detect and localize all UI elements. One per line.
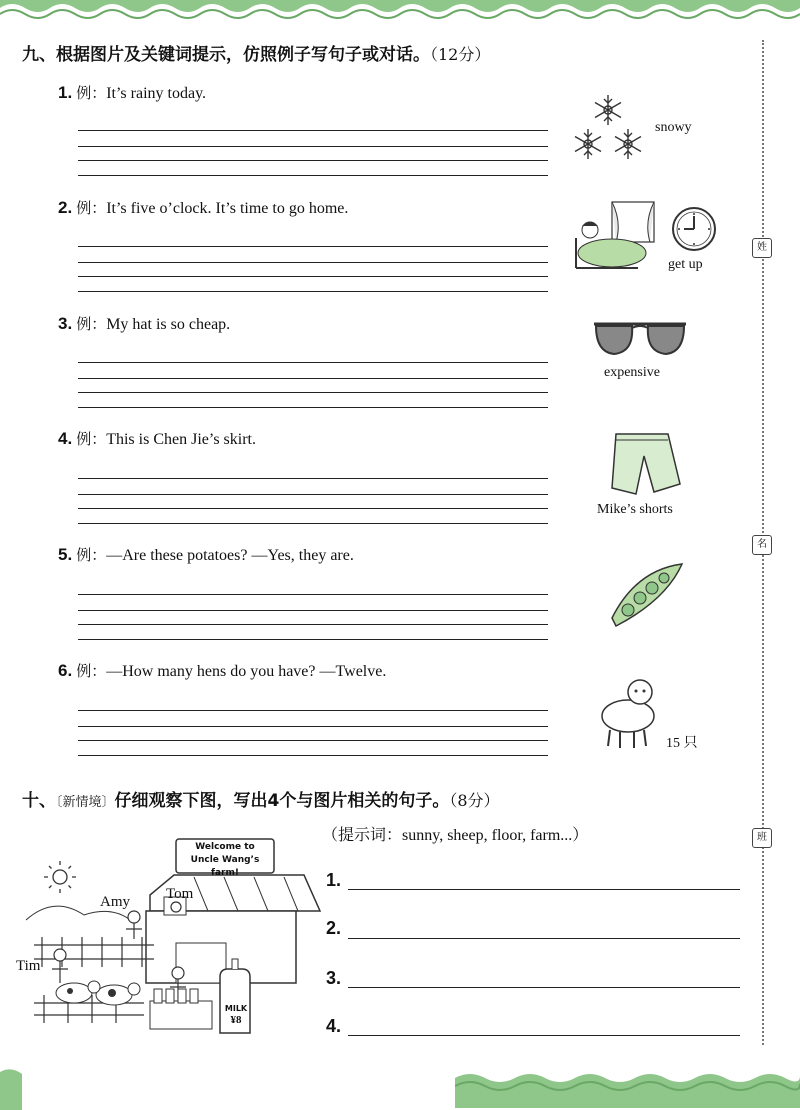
margin-label-name: 姓 xyxy=(752,238,772,258)
answer-line[interactable] xyxy=(78,392,548,393)
keyword-label: get up xyxy=(668,257,703,272)
name-tim: Tim xyxy=(16,958,41,974)
answer-line[interactable] xyxy=(78,276,548,277)
answer-number-4: 4. xyxy=(326,1016,342,1036)
hint-words: （提示词：sunny, sheep, floor, farm...） xyxy=(322,827,589,844)
answer-line[interactable] xyxy=(78,494,548,495)
peapod-icon xyxy=(606,560,686,632)
top-wave-border xyxy=(0,0,800,22)
section-10-title-text: 仔细观察下图，写出4个与图片相关的句子。 xyxy=(114,791,450,811)
snowflakes-icon xyxy=(568,92,650,168)
example-label: 例： xyxy=(76,546,107,564)
answer-line-3[interactable] xyxy=(348,987,740,988)
new-context-tag: 〔新情境〕 xyxy=(56,795,115,810)
answer-line[interactable] xyxy=(78,710,548,711)
answer-line[interactable] xyxy=(78,624,548,625)
name-tom: Tom xyxy=(166,886,194,902)
keyword-label: 15 只 xyxy=(666,736,698,751)
answer-line[interactable] xyxy=(78,594,548,595)
answer-line[interactable] xyxy=(78,362,548,363)
sun-icon xyxy=(44,861,76,893)
keyword-label: expensive xyxy=(604,365,660,380)
name-amy: Amy xyxy=(100,894,130,910)
example-label: 例： xyxy=(76,315,107,333)
farm-sign xyxy=(176,841,274,880)
keyword-label: Mike’s shorts xyxy=(597,502,673,517)
question-5 xyxy=(58,544,354,565)
margin-label-name2: 名 xyxy=(752,535,772,555)
question-number: 6. xyxy=(58,661,73,680)
example-label: 例： xyxy=(76,199,107,217)
answer-line[interactable] xyxy=(78,610,548,611)
milk-label: MILK xyxy=(224,1004,248,1013)
question-number: 5. xyxy=(58,545,73,564)
question-4 xyxy=(58,428,256,449)
answer-line[interactable] xyxy=(78,755,548,756)
answer-line-2[interactable] xyxy=(348,938,740,939)
example-sentence: This is Chen Jie’s skirt. xyxy=(106,431,256,448)
answer-line-1[interactable] xyxy=(348,889,740,890)
answer-line[interactable] xyxy=(78,262,548,263)
answer-line[interactable] xyxy=(78,639,548,640)
question-1 xyxy=(58,82,206,103)
milk-price: ¥8 xyxy=(230,1014,242,1026)
shorts-icon xyxy=(608,430,684,496)
answer-line[interactable] xyxy=(78,508,548,509)
bed-scene-icon xyxy=(568,198,664,276)
answer-line[interactable] xyxy=(78,726,548,727)
question-number: 3. xyxy=(58,314,73,333)
section-10-score: （8分） xyxy=(449,791,500,810)
answer-line[interactable] xyxy=(78,291,548,292)
bottom-right-wave xyxy=(455,1068,800,1108)
question-number: 1. xyxy=(58,83,73,102)
answer-line[interactable] xyxy=(78,160,548,161)
answer-line[interactable] xyxy=(78,246,548,247)
answer-line[interactable] xyxy=(78,130,548,131)
section-9-title-text: 九、根据图片及关键词提示，仿照例子写句子或对话。 xyxy=(22,45,430,65)
example-sentence: —Are these potatoes? —Yes, they are. xyxy=(106,547,354,564)
example-sentence: It’s five o’clock. It’s time to go home. xyxy=(106,200,349,217)
sign-line-2: Uncle Wang’s farm! xyxy=(190,855,260,878)
farm-scene-illustration xyxy=(14,835,322,1035)
answer-number-1: 1. xyxy=(326,870,342,890)
section-10-title xyxy=(22,786,500,811)
example-sentence: It’s rainy today. xyxy=(106,85,207,102)
question-2 xyxy=(58,197,348,218)
margin-label-class: 班 xyxy=(752,828,772,848)
question-number: 2. xyxy=(58,198,73,217)
section-10-prefix: 十、 xyxy=(22,791,56,811)
example-sentence: —How many hens do you have? —Twelve. xyxy=(106,663,387,680)
sheep-icon xyxy=(598,672,664,750)
bottom-left-wave xyxy=(0,1066,22,1110)
answer-number-3: 3. xyxy=(326,968,342,988)
answer-line[interactable] xyxy=(78,740,548,741)
example-label: 例： xyxy=(76,662,107,680)
answer-line[interactable] xyxy=(78,378,548,379)
section-9-score: （12分） xyxy=(430,45,491,64)
answer-number-2: 2. xyxy=(326,918,342,938)
question-6 xyxy=(58,660,386,681)
answer-line[interactable] xyxy=(78,478,548,479)
keyword-label: snowy xyxy=(655,120,692,135)
question-3 xyxy=(58,313,230,334)
answer-line[interactable] xyxy=(78,175,548,176)
answer-line-4[interactable] xyxy=(348,1035,740,1036)
example-sentence: My hat is so cheap. xyxy=(106,316,231,333)
answer-line[interactable] xyxy=(78,523,548,524)
question-number: 4. xyxy=(58,429,73,448)
example-label: 例： xyxy=(76,84,107,102)
answer-line[interactable] xyxy=(78,146,548,147)
answer-line[interactable] xyxy=(78,407,548,408)
example-label: 例： xyxy=(76,430,107,448)
section-9-title xyxy=(22,40,490,65)
sunglasses-icon xyxy=(592,318,688,360)
clock-icon xyxy=(670,205,718,253)
sign-line-1: Welcome to xyxy=(195,842,255,852)
